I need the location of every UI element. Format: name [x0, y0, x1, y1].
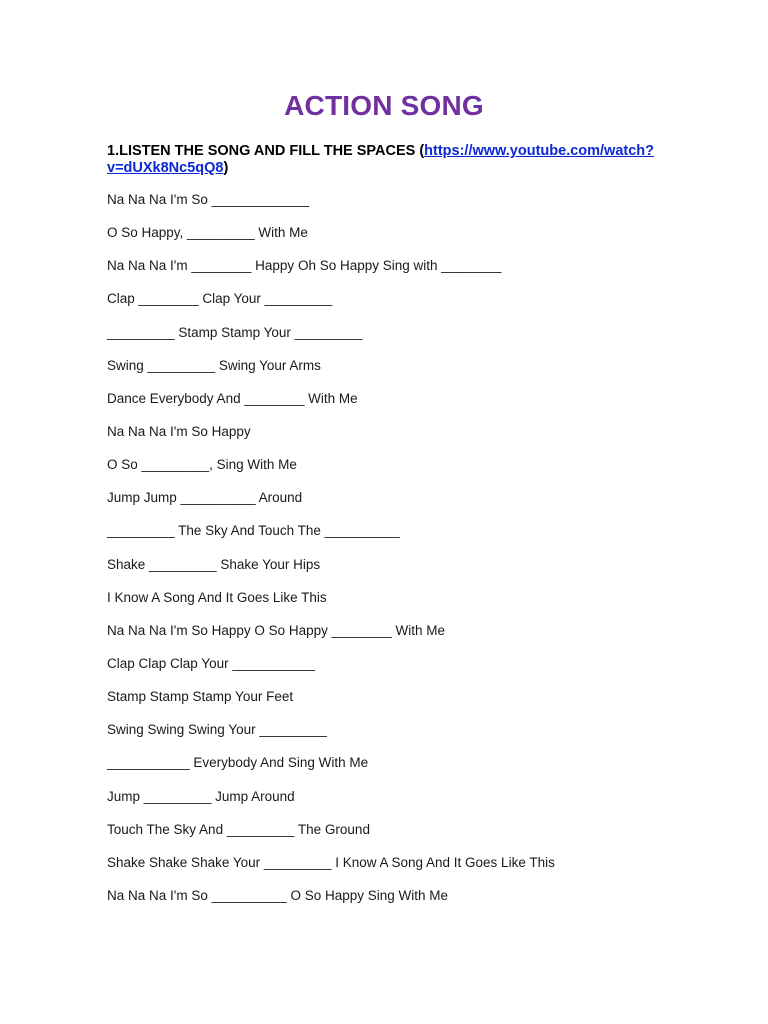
- lyric-line: Swing _________ Swing Your Arms: [107, 357, 321, 373]
- lyric-line: O So _________, Sing With Me: [107, 457, 297, 473]
- lyric-line: Stamp Stamp Stamp Your Feet: [107, 689, 294, 705]
- youtube-link-part-1[interactable]: https://www.youtube.com/watch?: [424, 143, 655, 159]
- lyric-line: Dance Everybody And ________ With Me: [107, 390, 358, 406]
- lyric-line: ___________ Everybody And Sing With Me: [107, 755, 369, 771]
- lyric-line: _________ The Sky And Touch The __________: [107, 523, 400, 539]
- lyric-line: Clap Clap Clap Your ___________: [107, 655, 315, 671]
- lyric-line: I Know A Song And It Goes Like This: [107, 589, 327, 605]
- lyric-line: _________ Stamp Stamp Your _________: [107, 324, 363, 340]
- lyric-line: Shake _________ Shake Your Hips: [107, 556, 321, 572]
- lyric-line: Swing Swing Swing Your _________: [107, 722, 327, 738]
- youtube-link-part-2[interactable]: v=dUXk8Nc5qQ8: [107, 160, 224, 176]
- lyric-line: Jump Jump __________ Around: [107, 490, 303, 506]
- instruction-close-paren: ): [223, 160, 229, 176]
- lyric-line: Na Na Na I'm So Happy O So Happy ________ With Me: [107, 622, 445, 638]
- lyric-line: Touch The Sky And _________ The Ground: [107, 821, 370, 837]
- lyric-line: Na Na Na I'm So __________ O So Happy Sing With Me: [107, 887, 449, 903]
- lyric-line: O So Happy, _________ With Me: [107, 225, 308, 241]
- lyrics-list: [107, 191, 707, 920]
- instruction-text: 1.LISTEN THE SONG AND FILL THE SPACES (: [107, 143, 425, 159]
- instruction-heading: [107, 143, 667, 177]
- lyric-line: Shake Shake Shake Your _________ I Know A Song And It Goes Like This: [107, 854, 555, 870]
- lyric-line: Na Na Na I'm So Happy: [107, 423, 251, 439]
- page-title: ACTION SONG: [284, 90, 484, 121]
- lyric-line: Jump _________ Jump Around: [107, 788, 295, 804]
- lyric-line: Na Na Na I'm ________ Happy Oh So Happy Sing with ________: [107, 258, 502, 274]
- lyric-line: Clap ________ Clap Your _________: [107, 291, 333, 307]
- lyric-line: Na Na Na I'm So _____________: [107, 192, 310, 207]
